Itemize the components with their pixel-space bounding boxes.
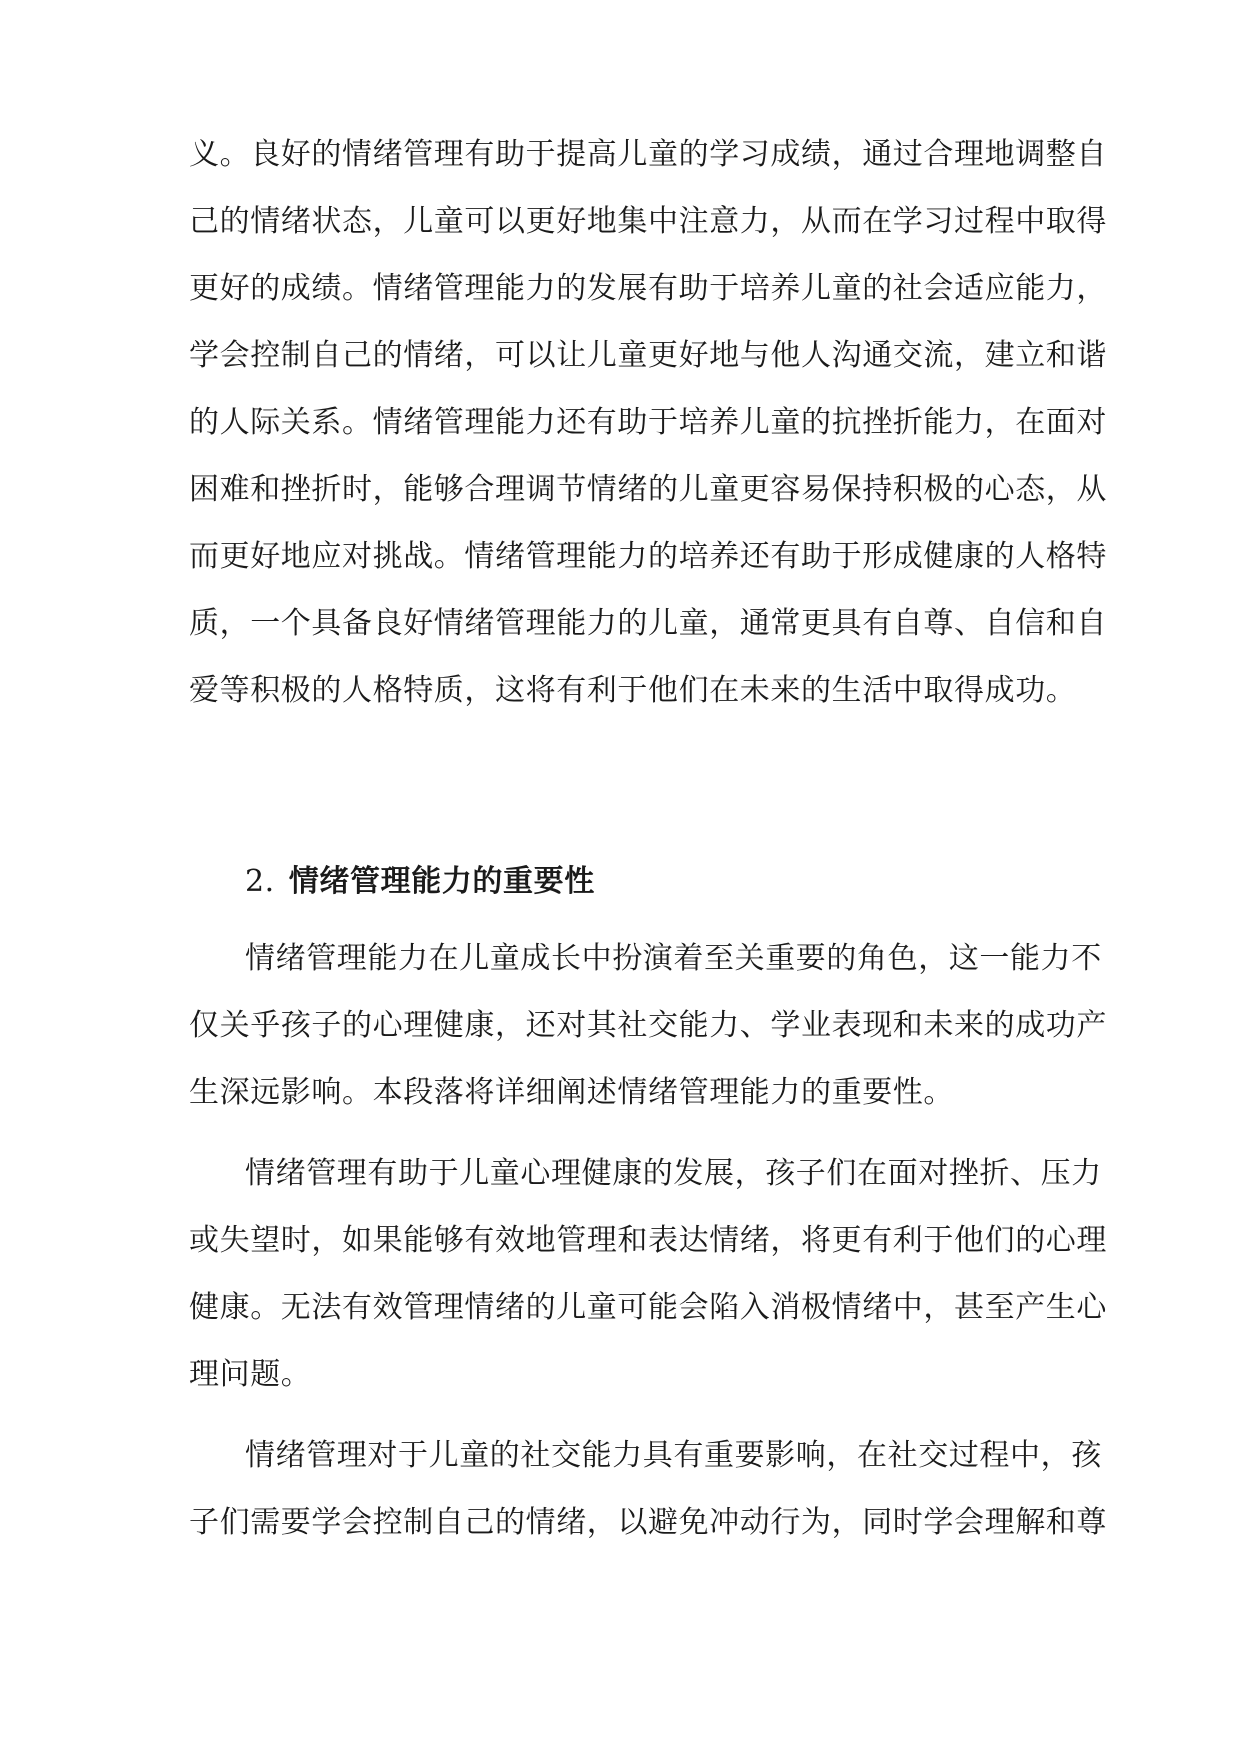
paragraph-line: 健康。无法有效管理情绪的儿童可能会陷入消极情绪中，甚至产生心 [189,1290,1107,1325]
paragraph-line: 爱等积极的人格特质，这将有利于他们在未来的生活中取得成功。 [189,673,1077,708]
paragraph-line: 义。良好的情绪管理有助于提高儿童的学习成绩，通过合理地调整自 [189,137,1107,172]
paragraph-line: 情绪管理有助于儿童心理健康的发展，孩子们在面对挫折、压力 [245,1156,1102,1191]
paragraph-line: 困难和挫折时，能够合理调节情绪的儿童更容易保持积极的心态，从 [189,472,1107,507]
paragraph-line: 质，一个具备良好情绪管理能力的儿童，通常更具有自尊、自信和自 [189,606,1107,641]
paragraph-line: 仅关乎孩子的心理健康，还对其社交能力、学业表现和未来的成功产 [189,1008,1107,1043]
section-heading [245,862,595,902]
paragraph-line: 理问题。 [189,1357,312,1392]
paragraph-line: 情绪管理对于儿童的社交能力具有重要影响，在社交过程中，孩 [245,1438,1102,1473]
section-title: 情绪管理能力的重要性 [288,864,595,899]
paragraph-line: 己的情绪状态，儿童可以更好地集中注意力，从而在学习过程中取得 [189,204,1107,239]
paragraph-line: 子们需要学会控制自己的情绪，以避免冲动行为，同时学会理解和尊 [189,1505,1107,1540]
paragraph-line: 情绪管理能力在儿童成长中扮演着至关重要的角色，这一能力不 [245,941,1102,976]
paragraph-line: 学会控制自己的情绪，可以让儿童更好地与他人沟通交流，建立和谐 [189,338,1107,373]
paragraph-line: 的人际关系。情绪管理能力还有助于培养儿童的抗挫折能力，在面对 [189,405,1107,440]
paragraph-line: 生深远影响。本段落将详细阐述情绪管理能力的重要性。 [189,1075,954,1110]
paragraph-line: 更好的成绩。情绪管理能力的发展有助于培养儿童的社会适应能力， [189,271,1107,306]
section-number: 2. [245,864,275,899]
paragraph-line: 或失望时，如果能够有效地管理和表达情绪，将更有利于他们的心理 [189,1223,1107,1258]
paragraph-line: 而更好地应对挑战。情绪管理能力的培养还有助于形成健康的人格特 [189,539,1107,574]
